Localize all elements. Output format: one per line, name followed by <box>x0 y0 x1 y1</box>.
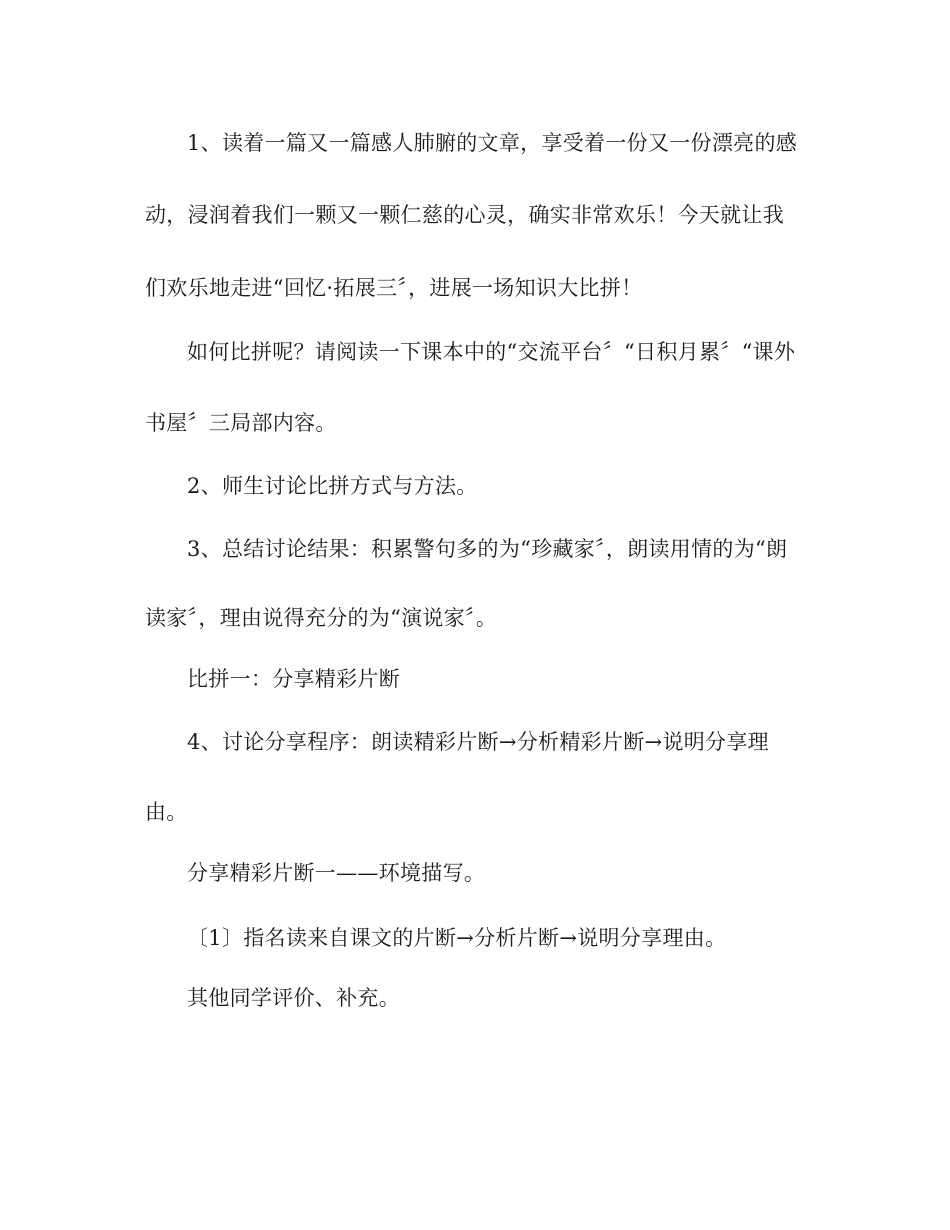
paragraph-5-line-2: 由。 <box>145 800 188 824</box>
paragraph-2-line-1: 如何比拼呢？请阅读一下课本中的“交流平台〞“日积月累〞“课外 <box>187 340 796 364</box>
paragraph-3: 2、师生讨论比拼方式与方法。 <box>187 474 478 498</box>
paragraph-7: 〔1〕指名读来自课文的片断→分析片断→说明分享理由。 <box>187 926 727 950</box>
section-heading: 比拼一：分享精彩片断 <box>187 667 400 691</box>
paragraph-1-line-1: 1、读着一篇又一篇感人肺腑的文章，享受着一份又一份漂亮的感 <box>187 131 798 155</box>
paragraph-4-line-2: 读家〞，理由说得充分的为“演说家〞。 <box>145 606 498 630</box>
paragraph-5-line-1: 4、讨论分享程序：朗读精彩片断→分析精彩片断→说明分享理 <box>187 730 769 754</box>
paragraph-6: 分享精彩片断一——环境描写。 <box>187 861 486 885</box>
paragraph-8: 其他同学评价、补充。 <box>187 986 400 1010</box>
paragraph-4-line-1: 3、总结讨论结果：积累警句多的为“珍藏家〞，朗读用情的为“朗 <box>187 537 788 561</box>
paragraph-2-line-2: 书屋〞三局部内容。 <box>145 411 337 435</box>
paragraph-1-line-2: 动，浸润着我们一颗又一颗仁慈的心灵，确实非常欢乐！今天就让我 <box>145 203 784 227</box>
paragraph-1-line-3: 们欢乐地走进“回忆·拓展三〞，进展一场知识大比拼！ <box>145 276 643 300</box>
